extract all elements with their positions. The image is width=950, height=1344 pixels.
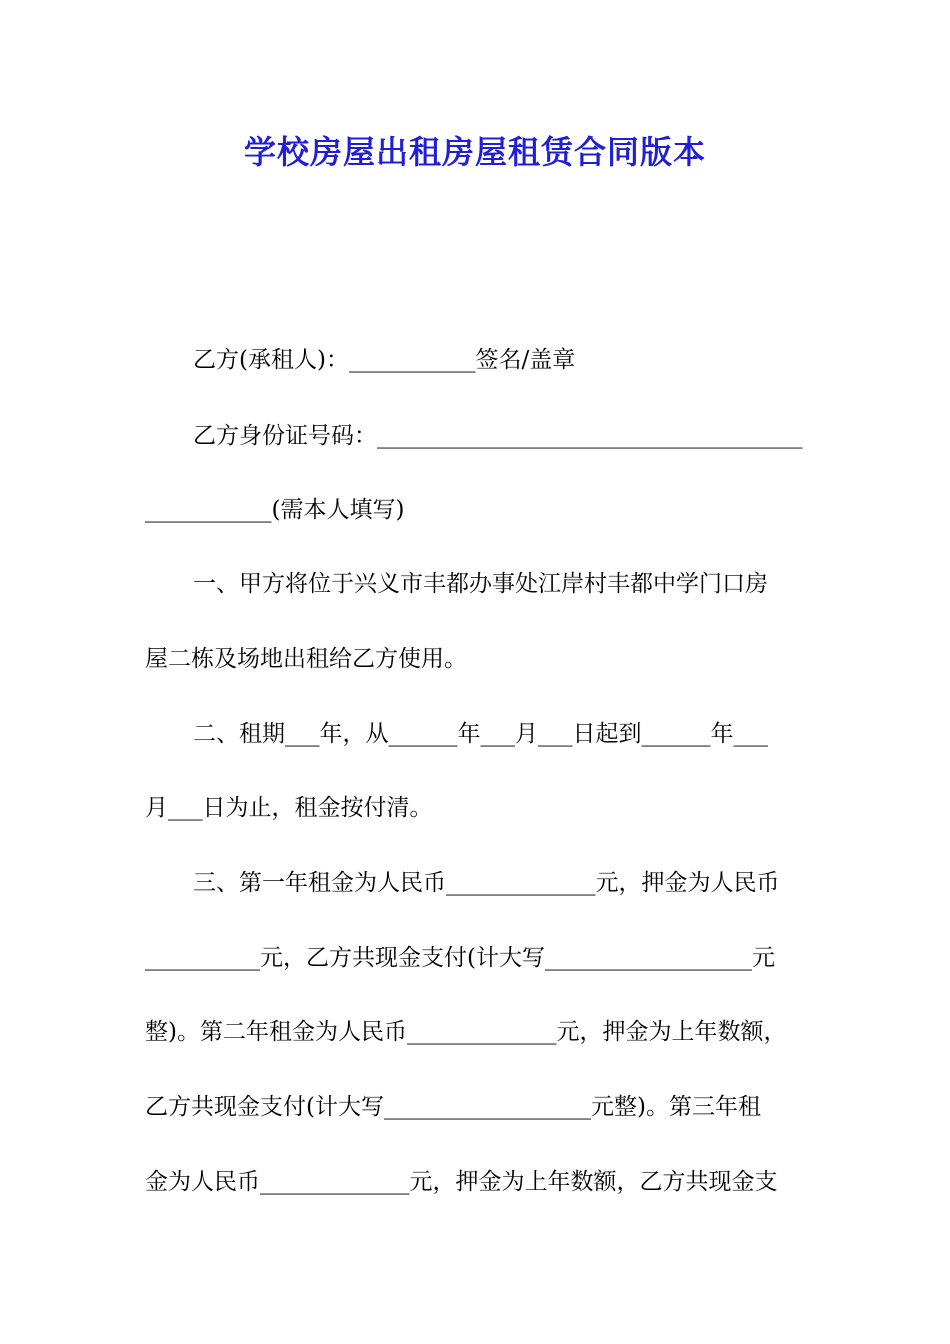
lessee-id-number-line: 乙方身份证号码：_____________________________________ — [193, 423, 803, 449]
clause-3-line-1: 三、第一年租金为人民币_____________元，押金为人民币 — [193, 870, 780, 896]
clause-3-line-4: 乙方共现金支付(计大写__________________元整)。第三年租 — [145, 1094, 761, 1120]
document-title: 学校房屋出租房屋租赁合同版本 — [243, 133, 706, 171]
lessee-signature-line: 乙方(承租人)：___________签名/盖章 — [193, 347, 576, 373]
lessee-id-fill-note: ___________(需本人填写) — [145, 497, 405, 523]
clause-1-line-2: 屋二栋及场地出租给乙方使用。 — [145, 646, 467, 672]
clause-1-line-1: 一、甲方将位于兴义市丰都办事处江岸村丰都中学门口房 — [193, 571, 768, 597]
clause-3-line-2: __________元，乙方共现金支付(计大写__________________元 — [145, 945, 775, 971]
clause-2-line-1: 二、租期___年，从______年___月___日起到______年___ — [193, 721, 768, 747]
clause-3-line-3: 整)。第二年租金为人民币_____________元，押金为上年数额， — [145, 1019, 787, 1045]
clause-2-line-2: 月___日为止，租金按付清。 — [145, 795, 433, 821]
clause-3-line-5: 金为人民币_____________元，押金为上年数额，乙方共现金支 — [145, 1169, 778, 1195]
